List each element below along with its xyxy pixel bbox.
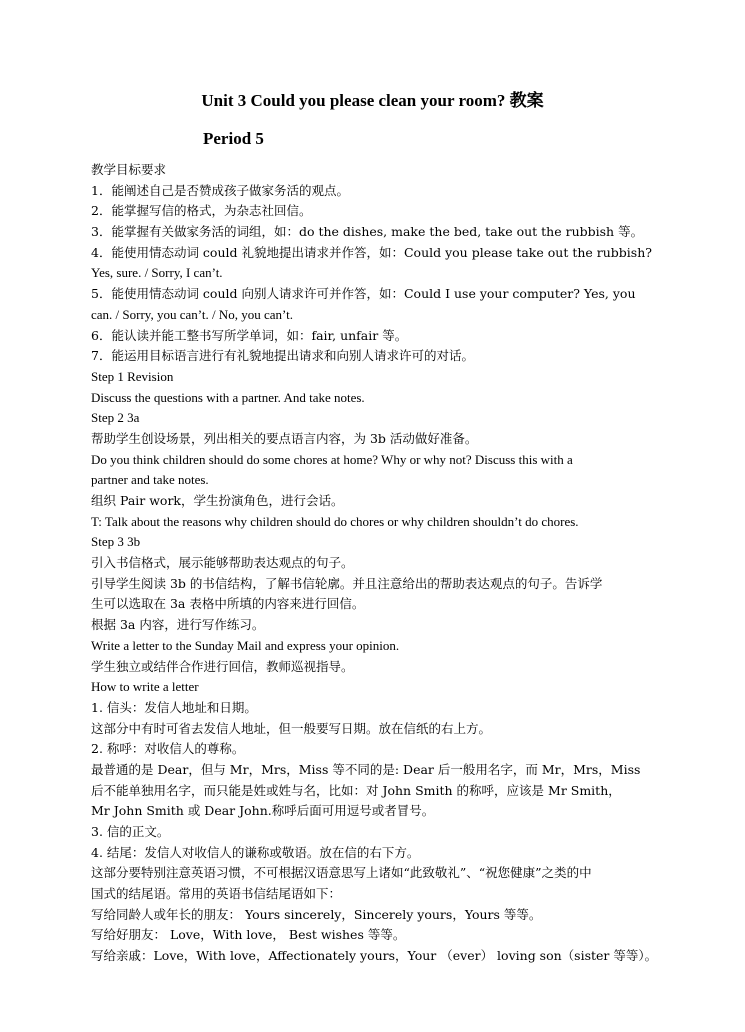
objective-6: 6．能认读并能工整书写所学单词，如：fair, unfair 等。 — [91, 327, 408, 343]
closing-friends: 写给好朋友： Love，With love， Best wishes 等等。 — [91, 927, 406, 943]
step-1-heading: Step 1 Revision — [91, 368, 174, 384]
objective-7: 7．能运用目标语言进行有礼貌地提出请求和向别人请求许可的对话。 — [91, 348, 474, 364]
step-3-text-3: 根据 3a 内容，进行写作练习。 — [91, 617, 265, 633]
closing-relatives: 写给亲戚：Love，With love，Affectionately yours，Your （ever） loving son（sister 等等）。 — [91, 948, 658, 964]
section-heading-objectives: 教学目标要求 — [91, 162, 167, 177]
closing-peers: 写给同龄人或年长的朋友： Yours sincerely，Sincerely yours，Yours 等等。 — [91, 906, 542, 922]
step-2-heading: Step 2 3a — [91, 410, 140, 426]
step-2-question-cont: partner and take notes. — [91, 472, 209, 488]
step-3-text-2-cont: 生可以选取在 3a 表格中所填的内容来进行回信。 — [91, 596, 365, 612]
letter-part-2: 2. 称呼：对收信人的尊称。 — [91, 741, 245, 757]
letter-part-2-text-3: Mr John Smith 或 Dear John.称呼后面可用逗号或者冒号。 — [91, 803, 435, 819]
letter-part-1: 1. 信头：发信人地址和日期。 — [91, 699, 257, 715]
step-2-question: Do you think children should do some chores at home? Why or why not? Discuss this with a — [91, 451, 573, 467]
letter-part-4: 4. 结尾：发信人对收信人的谦称或敬语。放在信的右下方。 — [91, 844, 420, 860]
letter-part-2-text-1: 最普通的是 Dear，但与 Mr，Mrs，Miss 等不同的是: Dear 后一般用名字，而 Mr，Mrs，Miss — [91, 761, 641, 777]
step-3-text-4: 学生独立或结伴合作进行回信，教师巡视指导。 — [91, 658, 354, 674]
step-2-text-2: 组织 Pair work，学生扮演角色，进行会话。 — [91, 493, 344, 508]
objective-5: 5．能使用情态动词 could 向别人请求许可并作答，如：Could I use your computer? Yes, you — [91, 286, 636, 302]
step-2-text-1: 帮助学生创设场景，列出相关的要点语言内容，为 3b 活动做好准备。 — [91, 430, 478, 446]
step-1-text: Discuss the questions with a partner. And take notes. — [91, 389, 365, 405]
letter-guide-heading: How to write a letter — [91, 679, 199, 695]
document-title: Unit 3 Could you please clean your room? 教案 — [201, 91, 544, 110]
objective-1: 1．能阐述自己是否赞成孩子做家务活的观点。 — [91, 182, 349, 198]
step-3-heading: Step 3 3b — [91, 534, 141, 550]
period-heading: Period 5 — [203, 129, 264, 148]
letter-part-2-text-2: 后不能单独用名字，而只能是姓或姓与名，比如：对 John Smith 的称呼，应该是 Mr Smith， — [91, 782, 621, 798]
step-3-task: Write a letter to the Sunday Mail and express your opinion. — [91, 637, 400, 653]
objective-3: 3．能掌握有关做家务活的词组，如：do the dishes, make the bed, take out the rubbish 等。 — [91, 224, 644, 240]
step-2-teacher: T: Talk about the reasons why children should do chores or why children shouldn’t do chores. — [91, 513, 579, 529]
step-3-text-1: 引入书信格式，展示能够帮助表达观点的句子。 — [91, 555, 354, 571]
objective-4-cont: Yes, sure. / Sorry, I can’t. — [91, 265, 223, 281]
letter-part-4-text-1: 这部分要特别注意英语习惯，不可根据汉语意思写上诸如“此致敬礼”、“祝您健康”之类的中 — [91, 865, 592, 881]
objective-4: 4．能使用情态动词 could 礼貌地提出请求并作答，如：Could you please take out the rubbish? — [91, 244, 652, 260]
objective-5-cont: can. / Sorry, you can’t. / No, you can’t. — [91, 306, 293, 322]
step-3-text-2: 引导学生阅读 3b 的书信结构，了解书信轮廓。并且注意给出的帮助表达观点的句子。告诉学 — [91, 575, 603, 591]
document-body — [91, 160, 656, 967]
letter-part-4-text-2: 国式的结尾语。常用的英语书信结尾语如下： — [91, 886, 342, 902]
objective-2: 2．能掌握写信的格式，为杂志社回信。 — [91, 203, 312, 219]
letter-part-3: 3. 信的正文。 — [91, 824, 170, 839]
letter-part-1-text: 这部分中有时可省去发信人地址，但一般要写日期。放在信纸的右上方。 — [91, 720, 492, 736]
